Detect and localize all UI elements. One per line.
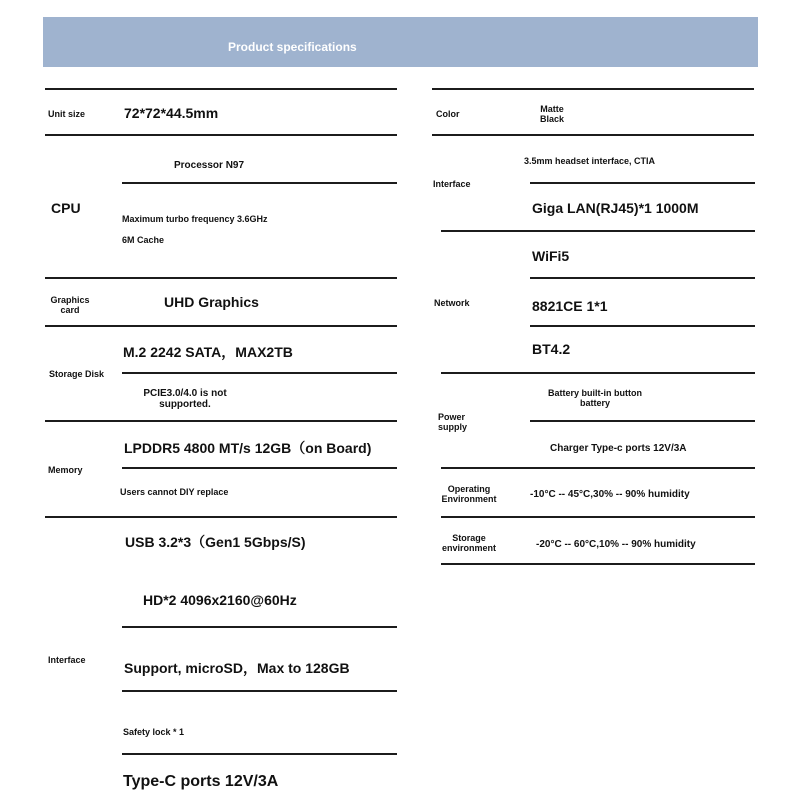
interface-hdmi: HD*2 4096x2160@60Hz: [143, 592, 297, 608]
power-label-line2: supply: [438, 422, 468, 432]
interface-lock: Safety lock * 1: [123, 727, 185, 737]
divider: [45, 277, 397, 279]
network-bt: BT4.2: [532, 341, 571, 357]
storage-env-value: -20°C -- 60°C,10% -- 90% humidity: [536, 539, 696, 550]
graphics-value: UHD Graphics: [164, 294, 259, 310]
network-wifi: WiFi5: [532, 248, 570, 264]
cpu-label: CPU: [51, 200, 81, 216]
cpu-turbo: Maximum turbo frequency 3.6GHz: [122, 214, 268, 224]
storage-note: [130, 388, 240, 410]
power-button-line1: Battery built-in button: [548, 388, 642, 398]
power-label: [438, 412, 467, 432]
storage-note-line1: PCIE3.0/4.0 is not: [143, 388, 227, 399]
power-button: [530, 388, 660, 408]
interface-microsd: Support, microSD，Max to 128GB: [124, 660, 350, 676]
storage-note-line2: supported.: [159, 399, 211, 410]
graphics-label-line2: card: [60, 305, 80, 315]
memory-label: Memory: [48, 465, 83, 475]
storage-value: M.2 2242 SATA，MAX2TB: [123, 344, 293, 360]
divider: [441, 372, 755, 374]
color-value-line1: Matte: [540, 104, 564, 114]
divider: [45, 420, 397, 422]
unit-size-label: Unit size: [48, 109, 86, 119]
divider: [530, 325, 755, 327]
divider: [45, 516, 397, 518]
power-charger: Charger Type-c ports 12V/3A: [550, 443, 687, 454]
cpu-cache: 6M Cache: [122, 235, 165, 245]
headset-interface: 3.5mm headset interface, CTIA: [524, 156, 656, 166]
color-value-line2: Black: [539, 114, 565, 124]
color-label: Color: [436, 109, 460, 119]
divider: [122, 753, 397, 755]
divider: [122, 372, 397, 374]
divider: [122, 467, 397, 469]
divider: [530, 182, 755, 184]
divider: [530, 277, 755, 279]
divider: [45, 134, 397, 136]
memory-note: Users cannot DIY replace: [120, 487, 229, 497]
graphics-label: [45, 295, 95, 315]
graphics-label-line1: Graphics: [50, 295, 90, 305]
divider: [441, 230, 755, 232]
operating-value: -10°C -- 45°C,30% -- 90% humidity: [530, 489, 690, 500]
network-chip: 8821CE 1*1: [532, 298, 608, 314]
divider: [45, 325, 397, 327]
divider: [441, 563, 755, 565]
header-bar: [43, 17, 758, 67]
cpu-processor: Processor N97: [174, 160, 245, 171]
operating-label: [436, 484, 502, 504]
divider: [441, 516, 755, 518]
right-interface-label: Interface: [433, 179, 471, 189]
interface-usb: USB 3.2*3（Gen1 5Gbps/S): [125, 534, 306, 550]
divider: [530, 420, 755, 422]
operating-label-line1: Operating: [447, 484, 491, 494]
storage-env-label-line2: environment: [441, 543, 496, 553]
color-value: [527, 104, 577, 124]
storage-env-label-line1: Storage: [452, 533, 486, 543]
operating-label-line2: Environment: [441, 494, 497, 504]
divider: [432, 134, 754, 136]
page-title: Product specifications: [228, 40, 357, 54]
unit-size-value: 72*72*44.5mm: [124, 105, 219, 121]
lan-interface: Giga LAN(RJ45)*1 1000M: [532, 200, 699, 216]
divider: [122, 182, 397, 184]
storage-label: Storage Disk: [49, 369, 105, 379]
power-label-line1: Power: [438, 412, 466, 422]
divider: [45, 88, 397, 90]
network-label: Network: [434, 298, 470, 308]
divider: [432, 88, 754, 90]
divider: [122, 690, 397, 692]
interface-typec: Type-C ports 12V/3A: [123, 773, 279, 790]
memory-value: LPDDR5 4800 MT/s 12GB（on Board): [124, 440, 372, 456]
interface-label: Interface: [48, 655, 86, 665]
power-button-line2: battery: [579, 398, 610, 408]
storage-env-label: [436, 533, 502, 553]
divider: [441, 467, 755, 469]
divider: [122, 626, 397, 628]
